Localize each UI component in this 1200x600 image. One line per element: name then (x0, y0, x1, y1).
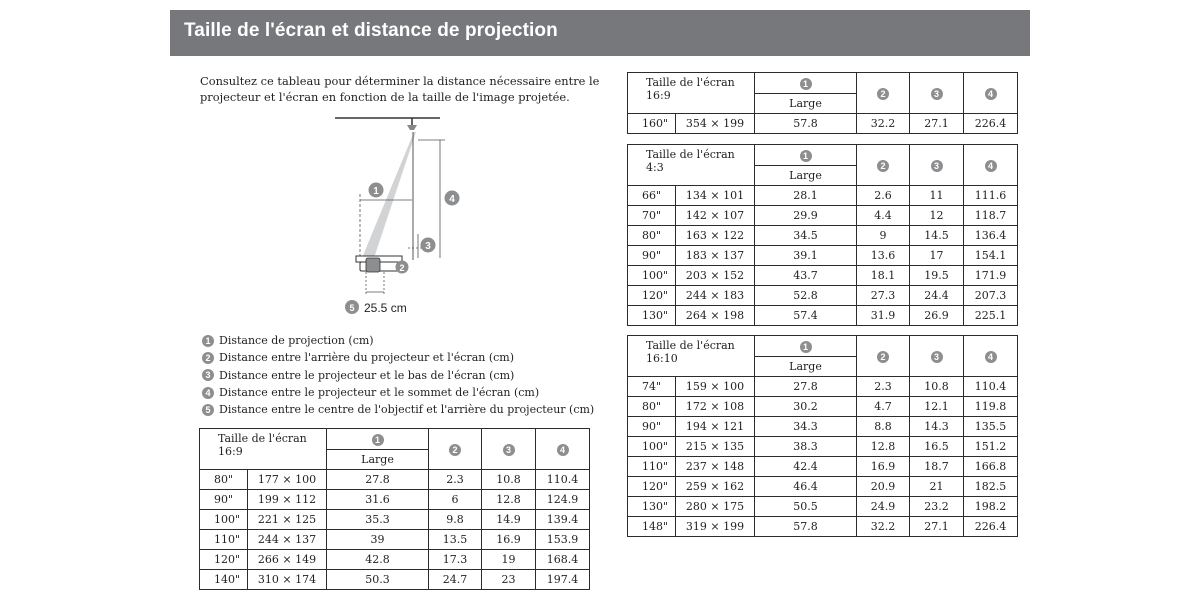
cell-value: 12.8 (482, 490, 536, 510)
table-16-9 (199, 428, 590, 590)
legend-text: Distance entre le projecteur et le bas de l'écran (cm) (219, 368, 515, 382)
cell-value: 171.9 (964, 266, 1018, 286)
number-badge: 4 (985, 88, 997, 100)
header-col-4 (964, 73, 1018, 114)
header-screen-size: Taille de l'écran 16:9 (200, 429, 327, 470)
header-col-3 (910, 145, 964, 186)
cell-diagonal: 80" (628, 397, 676, 417)
legend-item (202, 349, 594, 366)
legend-item (202, 332, 594, 349)
cell-value: 12 (910, 206, 964, 226)
cell-value: 57.4 (755, 306, 857, 326)
table-row (628, 266, 1018, 286)
number-badge: 3 (931, 351, 943, 363)
number-badge: 3 (202, 369, 214, 381)
legend-item (202, 401, 594, 418)
cell-diagonal: 90" (200, 490, 248, 510)
cell-dimensions: 266 × 149 (248, 550, 327, 570)
cell-value: 16.9 (482, 530, 536, 550)
cell-value: 9 (857, 226, 910, 246)
cell-value: 34.5 (755, 226, 857, 246)
cell-dimensions: 215 × 135 (676, 437, 755, 457)
cell-diagonal: 70" (628, 206, 676, 226)
cell-value: 46.4 (755, 477, 857, 497)
cell-value: 17.3 (429, 550, 482, 570)
number-badge: 2 (877, 351, 889, 363)
cell-dimensions: 237 × 148 (676, 457, 755, 477)
cell-diagonal: 100" (628, 266, 676, 286)
table-row (628, 186, 1018, 206)
cell-value: 6 (429, 490, 482, 510)
cell-dimensions: 194 × 121 (676, 417, 755, 437)
header-screen-size: Taille de l'écran 4:3 (628, 145, 755, 186)
number-badge: 2 (449, 444, 461, 456)
marker-3 (421, 238, 436, 253)
cell-value: 29.9 (755, 206, 857, 226)
number-badge: 3 (931, 160, 943, 172)
number-badge: 1 (800, 341, 812, 353)
cell-value: 27.1 (910, 517, 964, 537)
marker-1 (369, 183, 384, 198)
cell-value: 226.4 (964, 114, 1018, 134)
table-16-10 (627, 335, 1018, 537)
projection-diagram (330, 110, 470, 320)
header-col-4 (964, 336, 1018, 377)
legend-text: Distance entre l'arrière du projecteur et l'écran (cm) (219, 351, 515, 365)
cell-value: 8.8 (857, 417, 910, 437)
cell-value: 24.4 (910, 286, 964, 306)
header-col-4 (964, 145, 1018, 186)
cell-diagonal: 120" (628, 477, 676, 497)
header-col-1 (755, 145, 857, 166)
projector-icon (356, 256, 405, 273)
legend-text: Distance de projection (cm) (219, 334, 374, 348)
cell-value: 18.1 (857, 266, 910, 286)
svg-text:2: 2 (399, 263, 405, 273)
marker-5 (345, 300, 359, 314)
diagram-label-5: 25.5 cm (364, 301, 407, 315)
table-row (628, 114, 1018, 134)
cell-value: 110.4 (536, 470, 590, 490)
cell-value: 27.1 (910, 114, 964, 134)
cell-diagonal: 148" (628, 517, 676, 537)
cell-value: 57.8 (755, 517, 857, 537)
cell-diagonal: 100" (628, 437, 676, 457)
legend (202, 332, 594, 418)
svg-text:4: 4 (449, 194, 455, 205)
cell-value: 12.8 (857, 437, 910, 457)
number-badge: 1 (800, 78, 812, 90)
cell-value: 18.7 (910, 457, 964, 477)
page-header (170, 10, 1030, 56)
table-row (628, 457, 1018, 477)
header-col-2 (857, 73, 910, 114)
cell-value: 26.9 (910, 306, 964, 326)
cell-value: 14.9 (482, 510, 536, 530)
cell-value: 28.1 (755, 186, 857, 206)
cell-value: 13.6 (857, 246, 910, 266)
cell-dimensions: 172 × 108 (676, 397, 755, 417)
cell-value: 2.3 (429, 470, 482, 490)
table-row (200, 570, 590, 590)
cell-value: 9.8 (429, 510, 482, 530)
cell-value: 110.4 (964, 377, 1018, 397)
cell-value: 225.1 (964, 306, 1018, 326)
cell-dimensions: 199 × 112 (248, 490, 327, 510)
table-row (200, 470, 590, 490)
number-badge: 2 (877, 88, 889, 100)
cell-value: 124.9 (536, 490, 590, 510)
cell-value: 39 (327, 530, 429, 550)
cell-value: 42.8 (327, 550, 429, 570)
table-row (628, 437, 1018, 457)
cell-value: 119.8 (964, 397, 1018, 417)
table-row (628, 417, 1018, 437)
cell-diagonal: 160" (628, 114, 676, 134)
cell-diagonal: 130" (628, 497, 676, 517)
svg-text:1: 1 (373, 186, 379, 197)
page-title: Taille de l'écran et distance de projection (184, 20, 558, 41)
cell-value: 4.4 (857, 206, 910, 226)
cell-value: 136.4 (964, 226, 1018, 246)
cell-value: 135.5 (964, 417, 1018, 437)
cell-dimensions: 163 × 122 (676, 226, 755, 246)
cell-value: 226.4 (964, 517, 1018, 537)
cell-dimensions: 264 × 198 (676, 306, 755, 326)
cell-value: 14.3 (910, 417, 964, 437)
cell-dimensions: 203 × 152 (676, 266, 755, 286)
cell-value: 207.3 (964, 286, 1018, 306)
number-badge: 2 (202, 352, 214, 364)
header-screen-size: Taille de l'écran 16:9 (628, 73, 755, 114)
table-row (200, 490, 590, 510)
cell-value: 111.6 (964, 186, 1018, 206)
header-col-1 (327, 429, 429, 450)
cell-value: 24.7 (429, 570, 482, 590)
cell-diagonal: 80" (628, 226, 676, 246)
cell-value: 2.3 (857, 377, 910, 397)
cell-value: 17 (910, 246, 964, 266)
number-badge: 5 (202, 404, 214, 416)
header-col-4 (536, 429, 590, 470)
number-badge: 1 (372, 434, 384, 446)
header-col-2 (429, 429, 482, 470)
header-col-3 (482, 429, 536, 470)
cell-value: 168.4 (536, 550, 590, 570)
cell-value: 30.2 (755, 397, 857, 417)
cell-value: 154.1 (964, 246, 1018, 266)
table-row (628, 377, 1018, 397)
cell-value: 151.2 (964, 437, 1018, 457)
table-row (200, 530, 590, 550)
cell-value: 34.3 (755, 417, 857, 437)
cell-value: 39.1 (755, 246, 857, 266)
cell-diagonal: 110" (628, 457, 676, 477)
cell-value: 16.5 (910, 437, 964, 457)
table-row (628, 517, 1018, 537)
cell-value: 2.6 (857, 186, 910, 206)
number-badge: 4 (557, 444, 569, 456)
number-badge: 1 (202, 335, 214, 347)
cell-diagonal: 66" (628, 186, 676, 206)
cell-dimensions: 159 × 100 (676, 377, 755, 397)
header-col-3 (910, 336, 964, 377)
cell-value: 27.3 (857, 286, 910, 306)
cell-value: 16.9 (857, 457, 910, 477)
legend-item (202, 384, 594, 401)
cell-value: 11 (910, 186, 964, 206)
table-row (628, 246, 1018, 266)
cell-value: 153.9 (536, 530, 590, 550)
cell-dimensions: 244 × 183 (676, 286, 755, 306)
table-row (628, 226, 1018, 246)
table-row (628, 286, 1018, 306)
header-col-3 (910, 73, 964, 114)
header-col-2 (857, 336, 910, 377)
cell-diagonal: 90" (628, 246, 676, 266)
cell-value: 38.3 (755, 437, 857, 457)
number-badge: 2 (877, 160, 889, 172)
table-row (628, 306, 1018, 326)
cell-diagonal: 74" (628, 377, 676, 397)
cell-dimensions: 183 × 137 (676, 246, 755, 266)
cell-diagonal: 120" (200, 550, 248, 570)
cell-value: 139.4 (536, 510, 590, 530)
cell-value: 198.2 (964, 497, 1018, 517)
table-row (628, 397, 1018, 417)
intro-text: Consultez ce tableau pour déterminer la distance nécessaire entre le projecteur et l'écran en fonction de la taille de l'image projetée. (200, 74, 600, 104)
cell-value: 24.9 (857, 497, 910, 517)
cell-value: 31.6 (327, 490, 429, 510)
cell-dimensions: 142 × 107 (676, 206, 755, 226)
table-row (200, 510, 590, 530)
cell-dimensions: 259 × 162 (676, 477, 755, 497)
cell-diagonal: 120" (628, 286, 676, 306)
cell-dimensions: 319 × 199 (676, 517, 755, 537)
legend-text: Distance entre le centre de l'objectif et l'arrière du projecteur (cm) (219, 403, 595, 417)
cell-value: 57.8 (755, 114, 857, 134)
cell-value: 50.5 (755, 497, 857, 517)
cell-value: 13.5 (429, 530, 482, 550)
number-badge: 4 (202, 387, 214, 399)
number-badge: 3 (503, 444, 515, 456)
marker-4 (445, 191, 460, 206)
cell-value: 23 (482, 570, 536, 590)
cell-diagonal: 140" (200, 570, 248, 590)
ceiling-mount (335, 118, 440, 130)
cell-value: 10.8 (482, 470, 536, 490)
legend-text: Distance entre le projecteur et le sommet de l'écran (cm) (219, 386, 540, 400)
cell-value: 31.9 (857, 306, 910, 326)
cell-value: 27.8 (755, 377, 857, 397)
cell-diagonal: 90" (628, 417, 676, 437)
header-screen-size: Taille de l'écran 16:10 (628, 336, 755, 377)
table-row (628, 497, 1018, 517)
marker-2 (396, 261, 409, 274)
cell-value: 21 (910, 477, 964, 497)
cell-dimensions: 221 × 125 (248, 510, 327, 530)
cell-diagonal: 100" (200, 510, 248, 530)
cell-value: 197.4 (536, 570, 590, 590)
legend-item (202, 367, 594, 384)
svg-text:3: 3 (425, 241, 431, 252)
table-row (628, 206, 1018, 226)
cell-diagonal: 110" (200, 530, 248, 550)
cell-dimensions: 310 × 174 (248, 570, 327, 590)
cell-dimensions: 280 × 175 (676, 497, 755, 517)
cell-value: 118.7 (964, 206, 1018, 226)
cell-value: 182.5 (964, 477, 1018, 497)
cell-value: 35.3 (327, 510, 429, 530)
cell-value: 19.5 (910, 266, 964, 286)
cell-value: 12.1 (910, 397, 964, 417)
cell-value: 14.5 (910, 226, 964, 246)
header-col-1 (755, 336, 857, 357)
number-badge: 1 (800, 150, 812, 162)
cell-diagonal: 130" (628, 306, 676, 326)
header-large: Large (755, 357, 857, 377)
header-large: Large (327, 450, 429, 470)
header-large: Large (755, 94, 857, 114)
table-16-9-continued (627, 72, 1018, 134)
number-badge: 3 (931, 88, 943, 100)
header-large: Large (755, 166, 857, 186)
cell-value: 4.7 (857, 397, 910, 417)
table-row (628, 477, 1018, 497)
number-badge: 4 (985, 351, 997, 363)
cell-diagonal: 80" (200, 470, 248, 490)
cell-value: 20.9 (857, 477, 910, 497)
cell-dimensions: 134 × 101 (676, 186, 755, 206)
cell-value: 27.8 (327, 470, 429, 490)
projection-beam (362, 132, 416, 258)
number-badge: 4 (985, 160, 997, 172)
cell-value: 52.8 (755, 286, 857, 306)
cell-value: 50.3 (327, 570, 429, 590)
table-4-3 (627, 144, 1018, 326)
cell-value: 43.7 (755, 266, 857, 286)
cell-value: 32.2 (857, 114, 910, 134)
cell-value: 166.8 (964, 457, 1018, 477)
table-row (200, 550, 590, 570)
cell-dimensions: 177 × 100 (248, 470, 327, 490)
header-col-2 (857, 145, 910, 186)
cell-value: 23.2 (910, 497, 964, 517)
cell-value: 42.4 (755, 457, 857, 477)
cell-dimensions: 244 × 137 (248, 530, 327, 550)
cell-value: 10.8 (910, 377, 964, 397)
cell-dimensions: 354 × 199 (676, 114, 755, 134)
cell-value: 19 (482, 550, 536, 570)
cell-value: 32.2 (857, 517, 910, 537)
header-col-1 (755, 73, 857, 94)
svg-text:5: 5 (349, 303, 355, 313)
